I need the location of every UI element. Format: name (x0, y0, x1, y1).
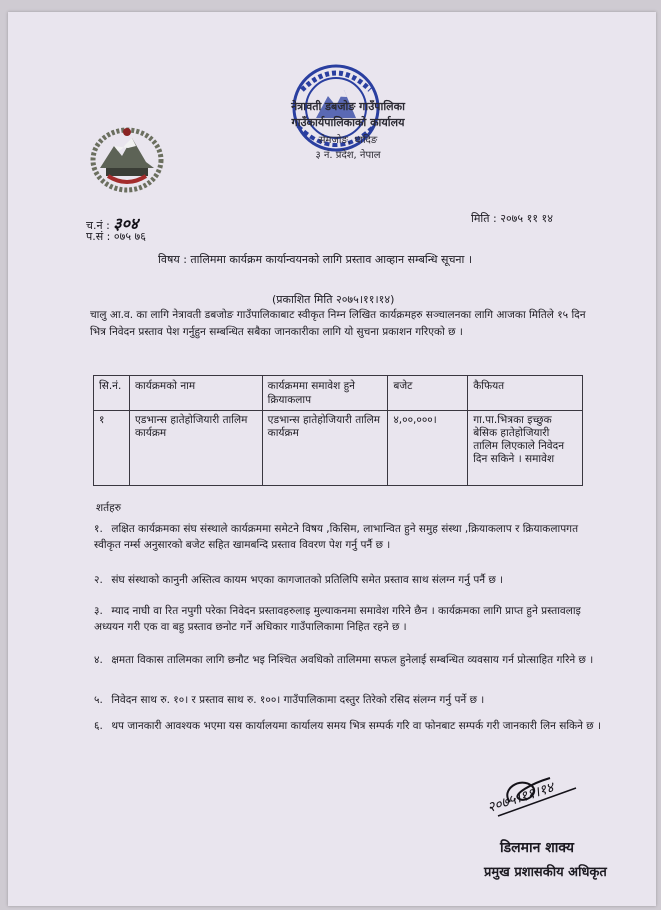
col-header-activities: कार्यक्रममा समावेश हुने क्रियाकलाप (262, 376, 388, 411)
nepal-emblem-icon (88, 124, 166, 194)
condition-text: म्याद नाघी वा रित नपुगी परेका निवेदन प्रस्तावहरुलाइ मुल्याकनमा समावेश गरिने छैन । कार्यक्रमका लागि प्राप्त हुने प्रस्तावलाइ अध्ययन गरी एक वा बहु प्रस्ताव छनोट गर्ने अधिकार गाउँपालिकामा निहित रहने छ । (94, 605, 581, 633)
signer-title: प्रमुख प्रशासकीय अधिकृत (484, 865, 607, 880)
condition-number: १. (94, 523, 103, 535)
cell-program: एडभान्स हातेहोजियारी तालिम कार्यक्रम (129, 411, 262, 486)
condition-number: २. (94, 574, 103, 586)
conditions-heading: शर्तहरु (96, 502, 121, 514)
cell-remarks: गा.पा.भित्रका इच्छुक बेसिक हातेहोजियारी तालिम लिएकाले निवेदन दिन सकिने । समावेश (468, 411, 583, 486)
col-header-sn: सि.नं. (94, 376, 130, 411)
condition-item (94, 521, 604, 553)
condition-item (94, 603, 604, 635)
condition-item (94, 718, 604, 734)
ch-label: च.नं : (86, 219, 110, 232)
col-header-program: कार्यक्रमको नाम (129, 376, 262, 411)
ch-number: ३०४ (113, 214, 139, 233)
cell-activities: एडभान्स हातेहोजियारी तालिम कार्यक्रम (262, 411, 388, 486)
published-date: (प्रकाशित मिति २०७५।११।१४) (272, 293, 395, 306)
condition-text: थप जानकारी आवश्यक भएमा यस कार्यालयमा कार्यालय समय भित्र सम्पर्क गरि वा फोनबाट सम्पर्क गरी जानकारी लिन सकिने छ । (111, 720, 601, 732)
program-table (93, 375, 583, 486)
condition-text: संघ संस्थाको कानुनी अस्तित्व कायम भएका कागजातको प्रतिलिपि समेत प्रस्ताव साथ संलग्न गर्नु पर्नै छ । (111, 574, 504, 586)
condition-text: क्षमता विकास तालिमका लागि छनौट भइ निश्चित अवधिको तालिममा सफल हुनेलाई सम्बन्धित व्यवसाय गर्न प्रोत्साहित गरिने छ । (111, 654, 594, 666)
condition-text: निवेदन साथ रु. १०। र प्रस्ताव साथ रु. १००। गाउँपालिकामा दस्तुर तिरेको रसिद संलग्न गर्नु पर्ने छ । (111, 694, 485, 706)
condition-item (94, 652, 604, 668)
pa-number: ०७५ ७६ (113, 230, 146, 243)
cell-budget: ४,००,०००। (388, 411, 468, 486)
letter-page (8, 12, 656, 906)
condition-item (94, 692, 604, 708)
office-subtitle: गाउँकार्यपालिकाको कार्यालय (291, 116, 405, 129)
col-header-remarks: कैफियत (468, 376, 583, 411)
table-header-row (94, 376, 583, 411)
condition-number: ४. (94, 654, 103, 666)
pa-label: प.सं : (86, 230, 111, 243)
office-location: सेमजोङ, धादिङ (318, 135, 378, 146)
reference-pa (86, 229, 146, 244)
signer-name: डिलमान शाक्य (500, 840, 575, 856)
subject-line: विषय : तालिममा कार्यक्रम कार्यान्वयनको लागि प्रस्ताव आव्हान सम्बन्धि सूचना । (158, 253, 473, 266)
condition-item (94, 572, 604, 588)
intro-paragraph: चालु आ.व. का लागि नेत्रावती डबजोङ गाउँपालिकाबाट स्वीकृत निम्न लिखित कार्यक्रमहरु सञ्चालनका लागि आजका मितिले १५ दिन भित्र निवेदन प्रस्ताव पेश गर्नुहुन सम्बन्धित सबैका जानकारीका लागि यो सुचना प्रकाशन गरिएको छ । (90, 309, 586, 338)
condition-text: लक्षित कार्यक्रमका संघ संस्थाले कार्यक्रममा समेटने विषय ,किसिम, लाभान्वित हुने समुह संस्था ,क्रियाकलाप र क्रियाकलापगत स्वीकृत नर्म्स अनुसारको बजेट सहित खामबन्दि प्रस्ताव विवरण पेश गर्नु पर्नै छ । (94, 523, 579, 551)
condition-number: ५. (94, 694, 103, 706)
signature-date: २०७५।११।१४ (485, 779, 556, 817)
letter-date: मिति : २०७५ ११ १४ (471, 212, 553, 225)
office-province: ३ नं. प्रदेश, नेपाल (315, 150, 381, 161)
cell-sn: १ (94, 411, 130, 486)
col-header-budget: बजेट (388, 376, 468, 411)
condition-number: ३. (94, 605, 103, 617)
condition-number: ६. (94, 720, 103, 732)
office-name: नेत्रावती डबजोङ गाउँपालिका (291, 100, 405, 113)
table-row (94, 411, 583, 486)
